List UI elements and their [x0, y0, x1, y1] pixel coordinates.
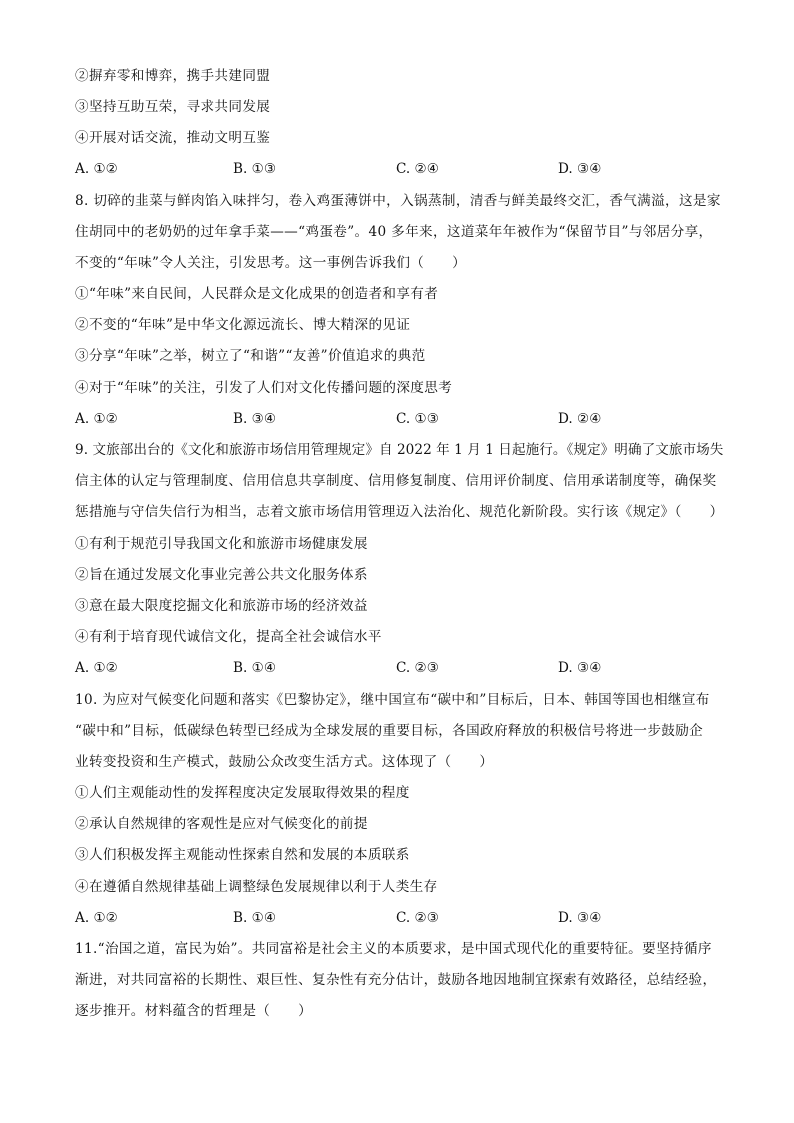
q10-stem-line-3: 业转变投资和生产模式，鼓励公众改变生活方式。这体现了（ ） — [75, 754, 494, 770]
q9-choice-4: ④有利于培育现代诚信文化，提高全社会诚信水平 — [75, 629, 382, 645]
q10-option-d[interactable]: D. ③④ — [558, 910, 602, 926]
q8-stem-line-3: 不变的“年味”令人关注，引发思考。这一事例告诉我们（ ） — [75, 255, 467, 271]
q9-choice-2: ②旨在通过发展文化事业完善公共文化服务体系 — [75, 567, 368, 583]
q8-choice-4: ④对于“年味”的关注，引发了人们对文化传播问题的深度思考 — [75, 380, 453, 396]
q10-choice-4: ④在遵循自然规律基础上调整绿色发展规律以利于人类生存 — [75, 879, 438, 895]
q10-stem-line-1: 10. 为应对气候变化问题和落实《巴黎协定》，继中国宣布“碳中和”目标后，日本、韩国等国也相继宣布 — [75, 692, 710, 708]
q8-stem-line-1: 8. 切碎的韭菜与鲜肉馅入味拌匀，卷入鸡蛋薄饼中，入锅蒸制，清香与鲜美最终交汇，香气满溢，这是家 — [75, 193, 721, 209]
q10-option-c[interactable]: C. ②③ — [396, 910, 439, 926]
q10-choice-2: ②承认自然规律的客观性是应对气候变化的前提 — [75, 816, 368, 832]
q9-stem-line-3: 惩措施与守信失信行为相当，志着文旅市场信用管理迈入法治化、规范化新阶段。实行该《规定》（ ） — [75, 504, 724, 520]
q9-option-c[interactable]: C. ②③ — [396, 660, 439, 676]
q7-choice-2: ②摒弃零和博弈，携手共建同盟 — [75, 68, 271, 84]
q10-choice-3: ③人们积极发挥主观能动性探索自然和发展的本质联系 — [75, 847, 410, 863]
q9-answer-options — [75, 658, 735, 678]
q8-option-b[interactable]: B. ③④ — [233, 411, 277, 427]
q11-stem-line-3: 逐步推开。材料蕴含的哲理是（ ） — [75, 1003, 313, 1019]
q10-option-b[interactable]: B. ①④ — [233, 910, 277, 926]
q9-option-a[interactable]: A. ①② — [75, 660, 118, 676]
q7-choice-4: ④开展对话交流，推动文明互鉴 — [75, 130, 271, 146]
q9-choice-1: ①有利于规范引导我国文化和旅游市场健康发展 — [75, 536, 368, 552]
q9-choice-3: ③意在最大限度挖掘文化和旅游市场的经济效益 — [75, 598, 368, 614]
q9-option-b[interactable]: B. ①④ — [233, 660, 277, 676]
q9-stem-line-1: 9. 文旅部出台的《文化和旅游市场信用管理规定》自 2022 年 1 月 1 日起施行。《规定》明确了文旅市场失 — [75, 442, 724, 458]
q8-option-d[interactable]: D. ②④ — [558, 411, 602, 427]
q7-option-c[interactable]: C. ②④ — [396, 161, 439, 177]
q8-choice-3: ③分享“年味”之举，树立了“和谐”“友善”价值追求的典范 — [75, 348, 426, 364]
q7-option-a[interactable]: A. ①② — [75, 161, 118, 177]
q11-stem-line-1: 11.“治国之道，富民为始”。共同富裕是社会主义的本质要求，是中国式现代化的重要特征。要坚持循序 — [75, 941, 712, 957]
q10-answer-options — [75, 908, 735, 928]
q7-option-d[interactable]: D. ③④ — [558, 161, 602, 177]
q10-option-a[interactable]: A. ①② — [75, 910, 118, 926]
q8-choice-2: ②不变的“年味”是中华文化源远流长、博大精深的见证 — [75, 317, 411, 333]
q7-choice-3: ③坚持互助互荣，寻求共同发展 — [75, 99, 271, 115]
q10-choice-1: ①人们主观能动性的发挥程度决定发展取得效果的程度 — [75, 785, 410, 801]
q10-stem-line-2: “碳中和”目标，低碳绿色转型已经成为全球发展的重要目标，各国政府释放的积极信号将进一步鼓励企 — [75, 723, 704, 739]
q7-option-b[interactable]: B. ①③ — [233, 161, 277, 177]
q11-stem-line-2: 渐进，对共同富裕的长期性、艰巨性、复杂性有充分估计，鼓励各地因地制宜探索有效路径，总结经验， — [75, 972, 717, 988]
q7-answer-options — [75, 159, 735, 179]
q9-stem-line-2: 信主体的认定与管理制度、信用信息共享制度、信用修复制度、信用评价制度、信用承诺制度等，确保奖 — [75, 473, 717, 489]
q8-option-c[interactable]: C. ①③ — [396, 411, 439, 427]
q8-choice-1: ①“年味”来自民间，人民群众是文化成果的创造者和享有者 — [75, 286, 439, 302]
q9-option-d[interactable]: D. ③④ — [558, 660, 602, 676]
q8-option-a[interactable]: A. ①② — [75, 411, 118, 427]
q8-answer-options — [75, 409, 735, 429]
q8-stem-line-2: 住胡同中的老奶奶的过年拿手菜——“鸡蛋卷”。40 多年来，这道菜年年被作为“保留节目”与邻居分享， — [75, 224, 713, 240]
